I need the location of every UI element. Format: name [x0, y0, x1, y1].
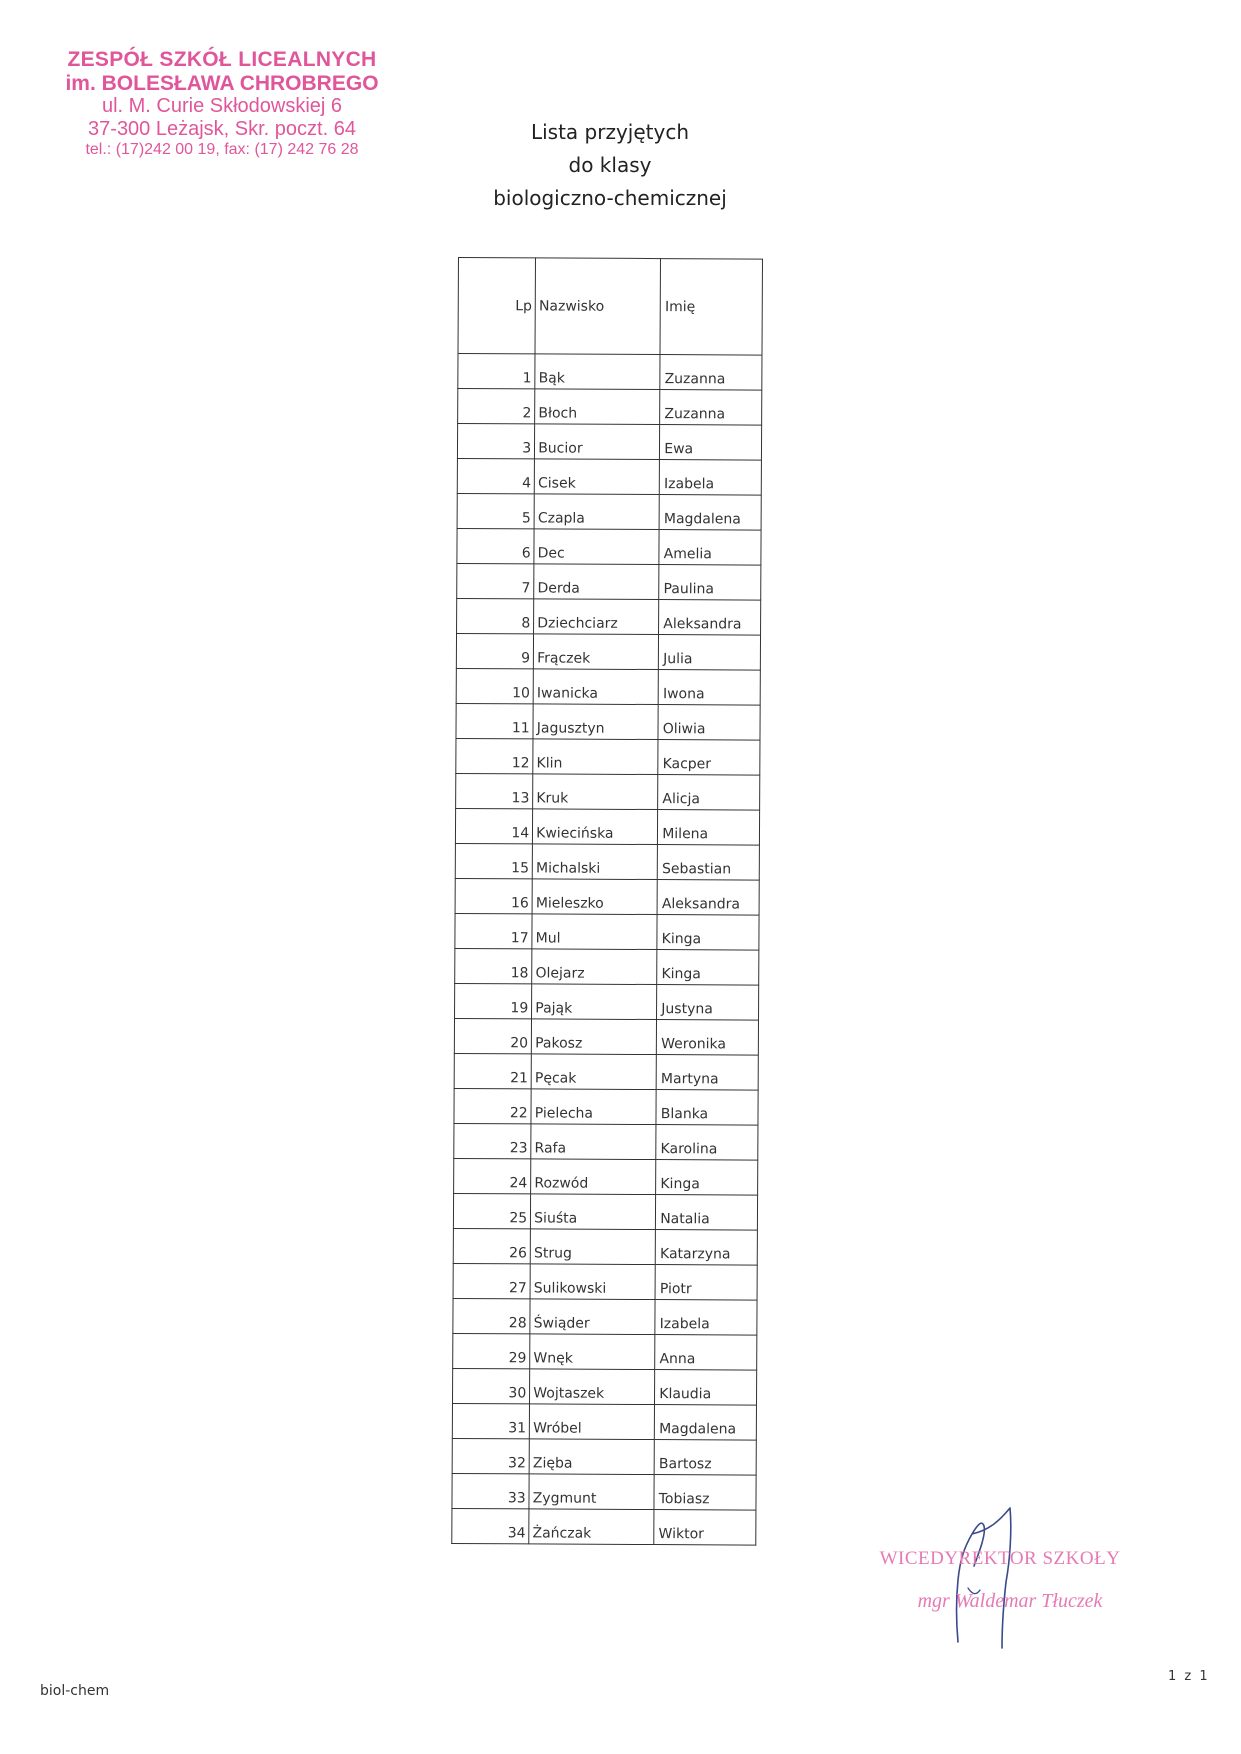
row-surname: Rafa — [531, 1124, 656, 1160]
row-surname: Bucior — [535, 424, 660, 460]
row-surname: Derda — [534, 564, 659, 600]
row-surname: Sulikowski — [530, 1264, 655, 1300]
row-surname: Pakosz — [532, 1019, 657, 1055]
table-row — [455, 913, 759, 950]
row-lp: 24 — [454, 1158, 531, 1193]
row-surname: Mieleszko — [532, 879, 657, 915]
row-lp: 21 — [454, 1053, 531, 1088]
row-surname: Dziechciarz — [534, 599, 659, 635]
row-surname: Mul — [532, 914, 657, 950]
row-firstname: Magdalena — [659, 495, 761, 531]
row-lp: 28 — [453, 1298, 530, 1333]
title-line-3: biologiczno-chemicznej — [493, 186, 727, 210]
row-firstname: Wiktor — [654, 1510, 756, 1546]
row-surname: Jagusztyn — [533, 704, 658, 740]
row-lp: 33 — [452, 1473, 529, 1508]
table-row — [454, 1123, 758, 1160]
table-row — [452, 1368, 756, 1405]
document-title — [470, 116, 750, 215]
row-surname: Czapla — [534, 494, 659, 530]
row-lp: 25 — [453, 1193, 530, 1228]
row-surname: Kruk — [533, 774, 658, 810]
table-row — [453, 1193, 757, 1230]
row-firstname: Oliwia — [658, 705, 760, 741]
table-row — [455, 983, 759, 1020]
row-firstname: Milena — [658, 810, 760, 846]
row-lp: 11 — [456, 703, 533, 738]
table-row — [456, 773, 760, 810]
school-stamp — [52, 48, 392, 159]
table-row — [456, 703, 760, 740]
stamp-line-city: 37-300 Leżajsk, Skr. poczt. 64 — [88, 118, 356, 141]
row-surname: Frączek — [534, 634, 659, 670]
row-lp: 17 — [455, 913, 532, 948]
title-line-2: do klasy — [568, 153, 652, 177]
column-header-lp: Lp — [458, 258, 536, 354]
row-lp: 16 — [455, 878, 532, 913]
row-surname: Michalski — [532, 844, 657, 880]
row-surname: Bąk — [535, 354, 660, 390]
row-firstname: Magdalena — [655, 1405, 757, 1441]
table-row — [454, 1053, 758, 1090]
table-row — [456, 738, 760, 775]
footer-page-number: 1 z 1 — [1168, 1669, 1210, 1684]
row-lp: 5 — [457, 493, 534, 528]
table-row — [457, 598, 761, 635]
signature-block — [860, 1490, 1140, 1660]
row-lp: 1 — [458, 354, 535, 389]
table-row — [456, 668, 760, 705]
footer-class-code: biol-chem — [40, 1683, 110, 1699]
table-body — [452, 354, 762, 1546]
table-row — [455, 808, 759, 845]
table-row — [452, 1473, 756, 1510]
row-firstname: Ewa — [660, 425, 762, 461]
row-firstname: Justyna — [657, 985, 759, 1021]
row-firstname: Izabela — [660, 460, 762, 496]
row-surname: Rozwód — [531, 1159, 656, 1195]
title-line-1: Lista przyjętych — [530, 120, 690, 144]
row-firstname: Sebastian — [657, 845, 759, 881]
row-surname: Zięba — [529, 1439, 654, 1475]
row-lp: 30 — [452, 1368, 529, 1403]
table-row — [457, 458, 761, 495]
row-lp: 20 — [454, 1018, 531, 1053]
row-lp: 13 — [456, 773, 533, 808]
table-row — [452, 1438, 756, 1475]
row-firstname: Karolina — [656, 1125, 758, 1161]
table-row — [455, 948, 759, 985]
table-row — [453, 1298, 757, 1335]
row-firstname: Julia — [659, 635, 761, 671]
table-row — [458, 389, 762, 426]
row-surname: Iwanicka — [533, 669, 658, 705]
row-firstname: Piotr — [655, 1265, 757, 1301]
table-row — [457, 528, 761, 565]
row-surname: Błoch — [535, 389, 660, 425]
table-row — [452, 1403, 756, 1440]
row-firstname: Zuzanna — [660, 390, 762, 426]
stamp-line-patron: im. BOLESŁAWA CHROBREGO — [65, 71, 379, 95]
row-firstname: Kacper — [658, 740, 760, 776]
row-lp: 15 — [455, 843, 532, 878]
stamp-line-school-name: ZESPÓŁ SZKÓŁ LICEALNYCH — [67, 48, 377, 71]
row-surname: Kwiecińska — [533, 809, 658, 845]
row-surname: Wnęk — [530, 1334, 655, 1370]
row-firstname: Weronika — [657, 1020, 759, 1056]
row-lp: 8 — [457, 598, 534, 633]
row-lp: 32 — [452, 1438, 529, 1473]
row-surname: Dec — [534, 529, 659, 565]
row-surname: Żańczak — [529, 1509, 654, 1545]
table-row — [458, 354, 762, 391]
row-firstname: Izabela — [655, 1300, 757, 1336]
table-row — [457, 424, 761, 461]
row-firstname: Kinga — [656, 1160, 758, 1196]
row-surname: Olejarz — [532, 949, 657, 985]
row-lp: 18 — [455, 948, 532, 983]
row-firstname: Katarzyna — [655, 1230, 757, 1266]
row-firstname: Kinga — [657, 950, 759, 986]
row-lp: 23 — [454, 1123, 531, 1158]
row-surname: Strug — [530, 1229, 655, 1265]
table-row — [453, 1333, 757, 1370]
row-lp: 4 — [457, 458, 534, 493]
row-lp: 3 — [457, 424, 534, 459]
row-firstname: Aleksandra — [659, 600, 761, 636]
table-header-row — [458, 258, 762, 356]
row-lp: 12 — [456, 738, 533, 773]
row-surname: Zygmunt — [529, 1474, 654, 1510]
row-firstname: Alicja — [658, 775, 760, 811]
row-firstname: Martyna — [656, 1055, 758, 1091]
row-lp: 2 — [458, 389, 535, 424]
stamp-line-street: ul. M. Curie Skłodowskiej 6 — [101, 95, 343, 118]
row-firstname: Blanka — [656, 1090, 758, 1126]
row-lp: 26 — [453, 1228, 530, 1263]
table-row — [454, 1158, 758, 1195]
admitted-students-table — [451, 257, 763, 1546]
column-header-surname: Nazwisko — [535, 258, 661, 355]
row-lp: 31 — [452, 1403, 529, 1438]
table-row — [455, 843, 759, 880]
table-row — [452, 1508, 756, 1545]
row-lp: 22 — [454, 1088, 531, 1123]
row-lp: 9 — [456, 633, 533, 668]
row-firstname: Klaudia — [655, 1370, 757, 1406]
row-firstname: Zuzanna — [660, 355, 762, 391]
row-lp: 29 — [453, 1333, 530, 1368]
row-surname: Wróbel — [530, 1404, 655, 1440]
table-row — [453, 1228, 757, 1265]
row-surname: Świąder — [530, 1299, 655, 1335]
row-surname: Pielecha — [531, 1089, 656, 1125]
row-surname: Siuśta — [531, 1194, 656, 1230]
row-lp: 34 — [452, 1508, 529, 1543]
row-lp: 10 — [456, 668, 533, 703]
table-row — [453, 1263, 757, 1300]
row-lp: 6 — [457, 528, 534, 563]
column-header-firstname: Imię — [660, 259, 762, 356]
row-lp: 7 — [457, 563, 534, 598]
table-row — [456, 633, 760, 670]
row-surname: Pęcak — [531, 1054, 656, 1090]
table-row — [457, 493, 761, 530]
row-firstname: Aleksandra — [657, 880, 759, 916]
row-firstname: Iwona — [658, 670, 760, 706]
signature-title: WICEDYREKTOR SZKOŁY — [879, 1548, 1121, 1569]
row-firstname: Anna — [655, 1335, 757, 1371]
row-lp: 19 — [455, 983, 532, 1018]
table-row — [454, 1088, 758, 1125]
row-lp: 27 — [453, 1263, 530, 1298]
row-surname: Pająk — [532, 984, 657, 1020]
table-row — [457, 563, 761, 600]
stamp-line-phone: tel.: (17)242 00 19, fax: (17) 242 76 28 — [85, 140, 359, 158]
row-firstname: Tobiasz — [654, 1475, 756, 1511]
row-firstname: Bartosz — [654, 1440, 756, 1476]
table-row — [454, 1018, 758, 1055]
row-firstname: Paulina — [659, 565, 761, 601]
row-firstname: Amelia — [659, 530, 761, 566]
row-firstname: Kinga — [657, 915, 759, 951]
row-surname: Wojtaszek — [530, 1369, 655, 1405]
row-surname: Cisek — [534, 459, 659, 495]
table-row — [455, 878, 759, 915]
handwritten-signature — [860, 1490, 1140, 1660]
row-surname: Klin — [533, 739, 658, 775]
row-firstname: Natalia — [656, 1195, 758, 1231]
signature-name: mgr Waldemar Tłuczek — [917, 1590, 1103, 1612]
row-lp: 14 — [455, 808, 532, 843]
